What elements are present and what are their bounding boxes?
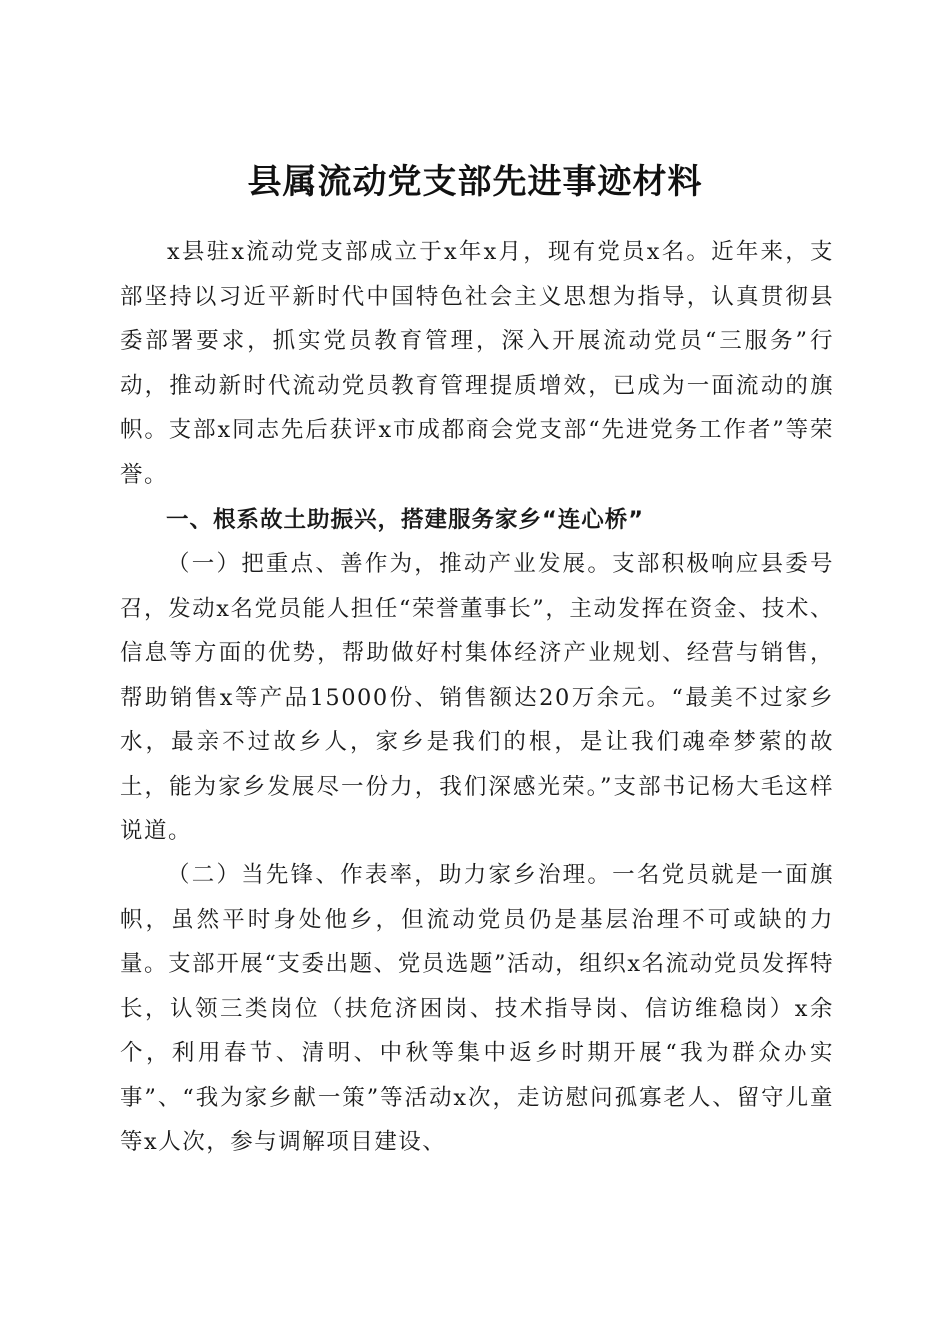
subsection-lead-1: （一）把重点、善作为，推动产业发展。 <box>167 551 613 577</box>
section-heading-1: 一、根系故土助振兴，搭建服务家乡“连心桥” <box>166 507 645 533</box>
subsection-body-1: 支部积极响应县委号召，发动x名党员能人担任“荣誉董事长”，主动发挥在资金、技术、信息等方面的优势，帮助做好村集体经济产业规划、经营与销售，帮助销售x等产品15000份、销售额达20万余元。“最美不过家乡水，最亲不过故乡人，家乡是我们的根，是让我们魂牵梦萦的故土，能为家乡发展尽一份力，我们深感光荣。”支部书记杨大毛这样说道。 <box>120 551 834 844</box>
intro-paragraph: x县驻x流动党支部成立于x年x月，现有党员x名。近年来，支部坚持以习近平新时代中国特色社会主义思想为指导，认真贯彻县委部署要求，抓实党员教育管理，深入开展流动党员“三服务”行动，推动新时代流动党员教育管理提质增效，已成为一面流动的旗帜。支部x同志先后获评x市成都商会党支部“先进党务工作者”等荣誉。 <box>120 239 834 488</box>
subsection-paragraph-2 <box>120 853 834 1165</box>
subsection-lead-2: （二）当先锋、作表率，助力家乡治理。 <box>167 862 613 888</box>
document-title: 县属流动党支部先进事迹材料 <box>247 161 703 202</box>
subsection-body-2: 一名党员就是一面旗帜，虽然平时身处他乡，但流动党员仍是基层治理不可或缺的力量。支部开展“支委出题、党员选题”活动，组织x名流动党员发挥特长，认领三类岗位（扶危济困岗、技术指导岗、信访维稳岗）x余个，利用春节、清明、中秋等集中返乡时期开展“我为群众办实事”、“我为家乡献一策”等活动x次，走访慰问孤寡老人、留守儿童等x人次，参与调解项目建设、 <box>120 862 834 1155</box>
subsection-paragraph-1 <box>120 542 834 854</box>
